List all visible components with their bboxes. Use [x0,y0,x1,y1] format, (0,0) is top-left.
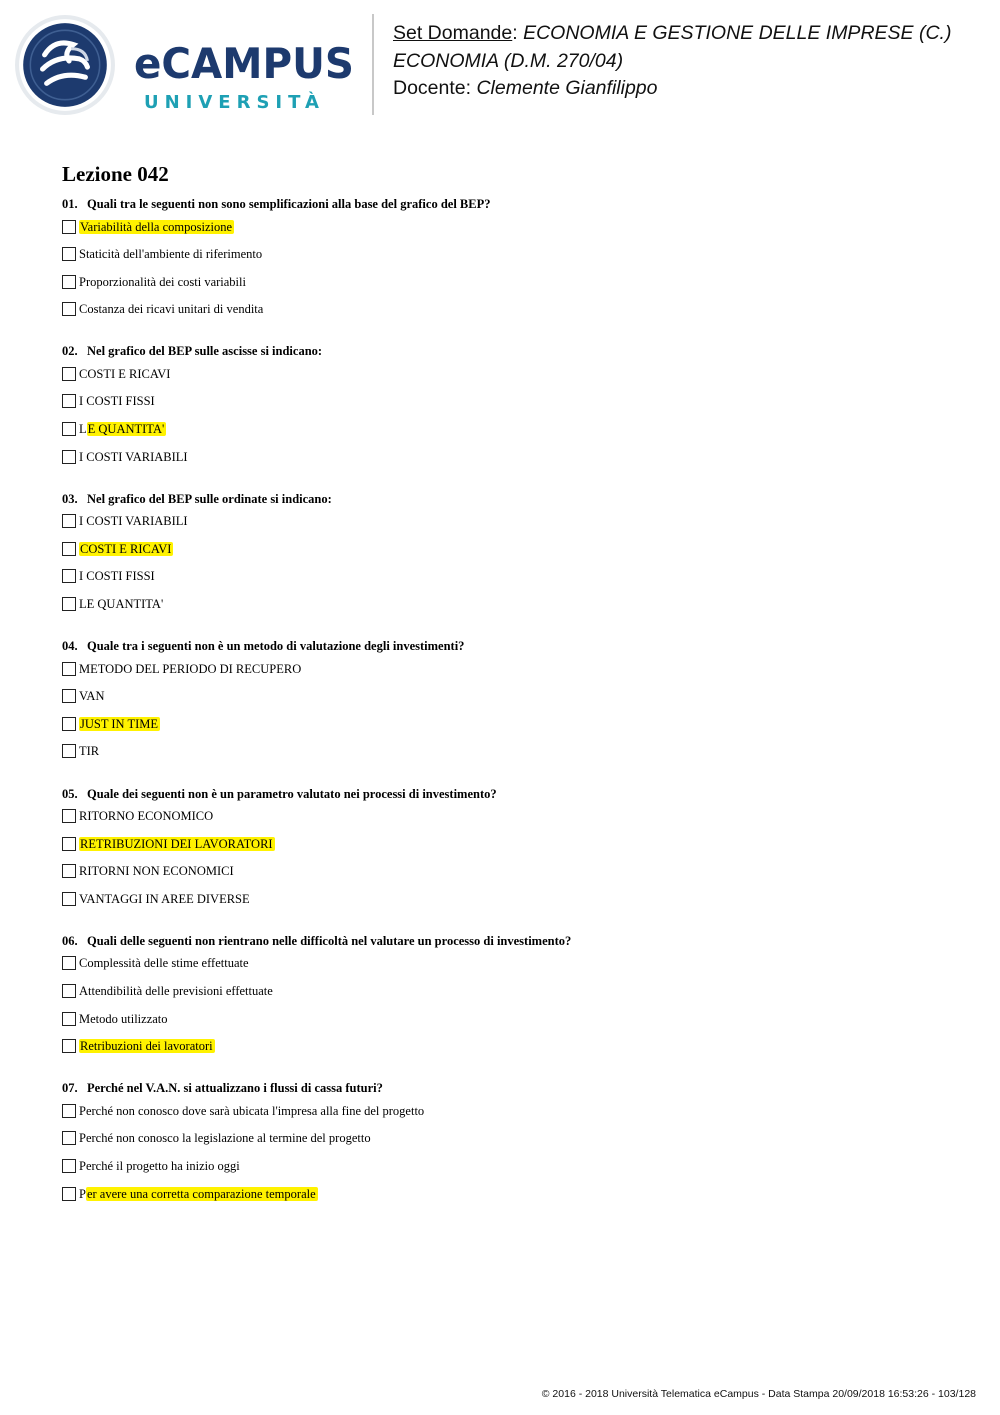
answer-text [79,891,250,907]
highlighted-answer-text: er avere una corretta comparazione temporale [86,1186,316,1201]
answer-text [79,246,262,262]
answer-text [79,513,188,529]
answer-text [79,1158,240,1174]
answer-text-part: VANTAGGI IN AREE DIVERSE [79,891,250,906]
set-label: Set Domande [393,22,513,44]
answer-option[interactable] [62,366,962,394]
answer-option[interactable] [62,1011,962,1039]
question-block [62,786,962,919]
answer-option[interactable] [62,983,962,1011]
answer-option[interactable] [62,219,962,247]
answer-text [79,1103,424,1119]
header-divider [372,14,374,115]
question-block [62,1080,962,1213]
answer-option[interactable] [62,716,962,744]
answer-option[interactable] [62,274,962,302]
answer-text [79,688,104,704]
question-label: Perché nel V.A.N. si attualizzano i flussi di cassa futuri? [87,1081,383,1096]
ecampus-seal-icon [14,14,116,116]
question-number: 04. [62,639,78,654]
answer-text [79,393,155,409]
answer-option[interactable] [62,808,962,836]
answer-checkbox[interactable] [62,892,76,906]
answer-text-part: COSTI E RICAVI [79,366,171,381]
answer-text [79,568,155,584]
answer-checkbox[interactable] [62,662,76,676]
question-text [62,638,962,654]
answer-option[interactable] [62,421,962,449]
answer-option[interactable] [62,596,962,624]
answer-checkbox[interactable] [62,597,76,611]
answer-text [79,421,166,437]
answer-checkbox[interactable] [62,220,76,234]
answer-option[interactable] [62,568,962,596]
teacher-name: Clemente Gianfilippo [476,77,658,99]
answer-checkbox[interactable] [62,367,76,381]
answer-option[interactable] [62,393,962,421]
answer-text [79,596,163,612]
answer-checkbox[interactable] [62,422,76,436]
question-block [62,343,962,476]
answer-checkbox[interactable] [62,302,76,316]
answer-option[interactable] [62,743,962,771]
answer-checkbox[interactable] [62,1039,76,1053]
answer-text-part: Staticità dell'ambiente di riferimento [79,247,263,262]
answer-text [79,1038,215,1054]
answer-text [79,541,173,557]
answer-text-part: P [79,1186,86,1201]
set-separator: : [512,22,524,44]
answer-option[interactable] [62,1103,962,1131]
answer-text [79,808,213,824]
answer-option[interactable] [62,513,962,541]
question-text [62,1080,962,1096]
answer-text-part: L [79,422,87,437]
question-text [62,933,962,949]
answer-text [79,1011,168,1027]
answer-checkbox[interactable] [62,864,76,878]
answer-checkbox[interactable] [62,247,76,261]
answer-checkbox[interactable] [62,1131,76,1145]
header-info [393,20,983,103]
answer-text [79,274,246,290]
answer-checkbox[interactable] [62,809,76,823]
set-line [393,20,983,48]
answer-option[interactable] [62,301,962,329]
answer-text [79,366,170,382]
answer-option[interactable] [62,891,962,919]
answer-text-part: RITORNI NON ECONOMICI [79,864,234,879]
answer-checkbox[interactable] [62,1187,76,1201]
question-text [62,491,962,507]
answer-option[interactable] [62,1130,962,1158]
answer-checkbox[interactable] [62,717,76,731]
answer-text-part: Metodo utilizzato [79,1011,168,1026]
answer-text-part: I COSTI FISSI [79,569,155,584]
highlighted-answer-text: RETRIBUZIONI DEI LAVORATORI [80,836,273,851]
answer-text-part: RITORNO ECONOMICO [79,809,214,823]
answer-option[interactable] [62,688,962,716]
question-block [62,196,962,329]
answer-option[interactable] [62,836,962,864]
highlighted-answer-text: JUST IN TIME [80,716,159,731]
question-label: Quali delle seguenti non rientrano nelle difficoltà nel valutare un processo di investimento? [87,933,572,948]
question-number: 07. [62,1081,78,1096]
answer-checkbox[interactable] [62,542,76,556]
answer-text [79,743,99,759]
answer-checkbox[interactable] [62,1104,76,1118]
svg-text:eCAMPUS: eCAMPUS [134,40,354,88]
answer-text [79,1130,371,1146]
highlighted-answer-text: Variabilità della composizione [80,219,233,234]
answer-text [79,301,263,317]
answer-option[interactable] [62,863,962,891]
highlighted-answer-text: COSTI E RICAVI [80,541,172,556]
answer-checkbox[interactable] [62,275,76,289]
question-text [62,343,962,359]
question-block [62,638,962,771]
answer-text-part: Proporzionalità dei costi variabili [79,274,246,289]
answer-checkbox[interactable] [62,514,76,528]
teacher-label: Docente: [393,77,477,99]
answer-text [79,449,188,465]
page-footer: © 2016 - 2018 Università Telematica eCampus - Data Stampa 20/09/2018 16:53:26 - 103/128 [541,1388,976,1400]
answer-text [79,716,160,732]
answer-option[interactable] [62,1186,962,1214]
question-number: 05. [62,786,78,801]
answer-checkbox[interactable] [62,956,76,970]
answer-option[interactable] [62,1038,962,1066]
question-label: Quale dei seguenti non è un parametro valutato nei processi di investimento? [87,786,497,801]
answer-text [79,863,234,879]
question-block [62,933,962,1066]
lesson-title: Lezione 042 [62,162,169,186]
answer-option[interactable] [62,1158,962,1186]
highlighted-answer-text: E QUANTITA' [87,422,165,437]
answer-checkbox[interactable] [62,984,76,998]
answer-option[interactable] [62,449,962,477]
answer-text [79,1186,318,1202]
answer-option[interactable] [62,661,962,689]
answer-text-part: Costanza dei ricavi unitari di vendita [79,302,264,317]
answer-option[interactable] [62,955,962,983]
answer-checkbox[interactable] [62,689,76,703]
answer-checkbox[interactable] [62,1159,76,1173]
answer-text-part: Perché non conosco la legislazione al termine del progetto [79,1131,371,1146]
question-list [62,196,962,1228]
question-text [62,196,962,212]
answer-text [79,983,273,999]
question-text [62,786,962,802]
question-label: Nel grafico del BEP sulle ascisse si indicano: [87,344,323,359]
highlighted-answer-text: Retribuzioni dei lavoratori [80,1039,213,1054]
question-number: 03. [62,491,78,506]
answer-checkbox[interactable] [62,394,76,408]
question-number: 06. [62,933,78,948]
answer-option[interactable] [62,246,962,274]
answer-text [79,836,275,852]
answer-text [79,955,249,971]
course-title-line1: ECONOMIA E GESTIONE DELLE IMPRESE (C.) [523,22,952,44]
answer-text-part: VAN [79,689,105,704]
answer-checkbox[interactable] [62,569,76,583]
answer-text-part: Perché non conosco dove sarà ubicata l'impresa alla fine del progetto [79,1103,425,1118]
answer-text-part: METODO DEL PERIODO DI RECUPERO [79,661,302,676]
answer-checkbox[interactable] [62,1012,76,1026]
ecampus-wordmark-logo [134,40,356,114]
answer-checkbox[interactable] [62,744,76,758]
svg-text:UNIVERSITÀ: UNIVERSITÀ [144,92,325,113]
answer-text-part: I COSTI VARIABILI [79,449,188,464]
question-block [62,491,962,624]
question-number: 02. [62,344,78,359]
answer-text-part: Complessità delle stime effettuate [79,956,249,971]
answer-option[interactable] [62,541,962,569]
answer-text [79,661,301,677]
answer-text-part: Perché il progetto ha inizio oggi [79,1158,240,1173]
question-number: 01. [62,197,78,211]
answer-text-part: I COSTI FISSI [79,394,155,409]
question-label: Quale tra i seguenti non è un metodo di valutazione degli investimenti? [87,639,465,654]
question-label: Nel grafico del BEP sulle ordinate si indicano: [87,491,332,506]
answer-checkbox[interactable] [62,450,76,464]
teacher-line [393,75,983,103]
answer-text-part: Attendibilità delle previsioni effettuate [79,983,273,998]
answer-text-part: TIR [79,744,100,759]
answer-text-part: I COSTI VARIABILI [79,514,188,529]
answer-text [79,219,234,235]
course-title-line2: ECONOMIA (D.M. 270/04) [393,49,624,72]
question-label: Quali tra le seguenti non sono semplificazioni alla base del grafico del BEP? [87,197,491,211]
answer-text-part: LE QUANTITA' [79,597,164,612]
answer-checkbox[interactable] [62,837,76,851]
